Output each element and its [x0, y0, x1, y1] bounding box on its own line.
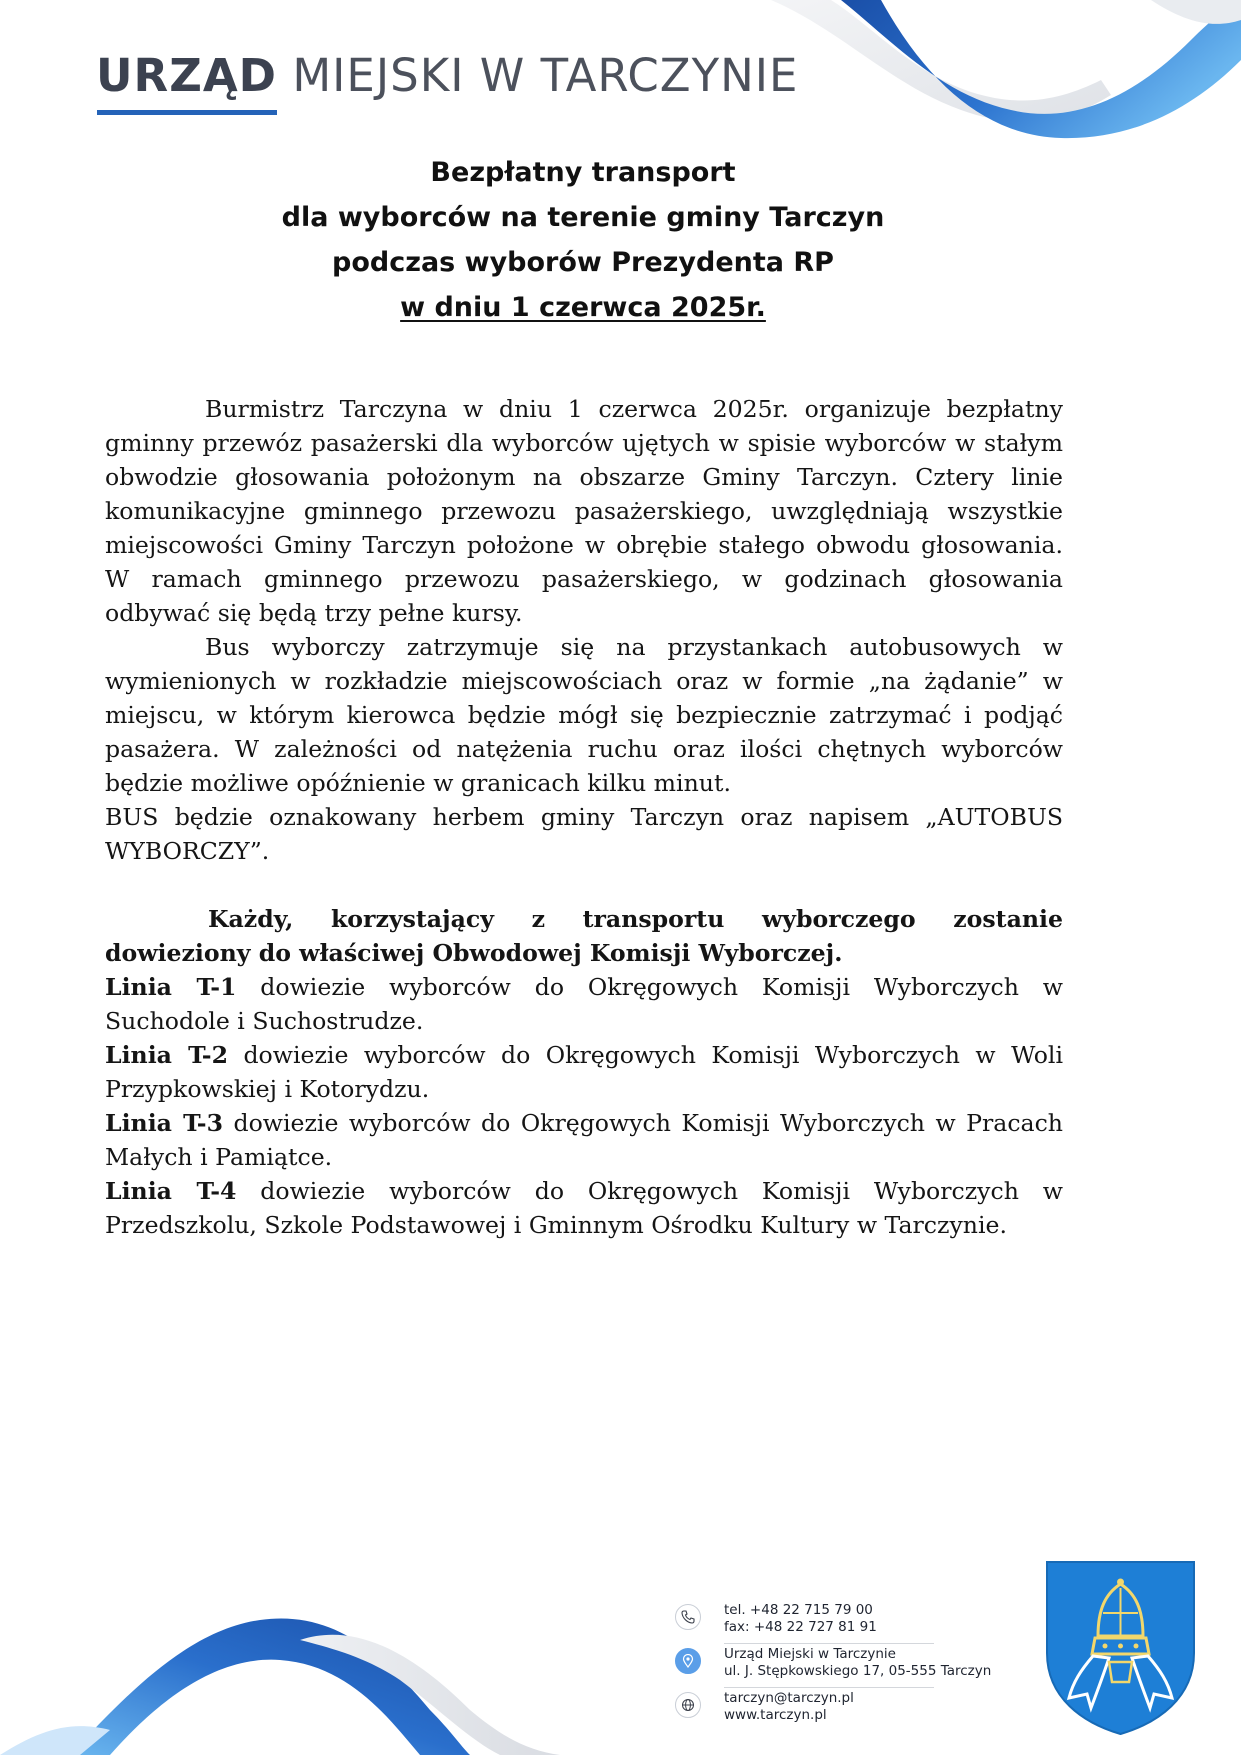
email-link[interactable]: tarczyn@tarczyn.pl — [724, 1690, 854, 1706]
line-text: dowiezie wyborców do Okręgowych Komisji Wyborczych w Suchodole i Suchostrudze. — [105, 973, 1064, 1035]
contact-phone-row — [670, 1602, 991, 1646]
line-label: Linia T-4 — [105, 1177, 237, 1205]
coat-of-arms-emblem — [1043, 1558, 1198, 1738]
fax-text: fax: +48 22 727 81 91 — [724, 1619, 877, 1635]
line-label: Linia T-2 — [105, 1041, 228, 1069]
document-title — [0, 150, 1166, 330]
title-line-2: dla wyborców na terenie gminy Tarczyn — [281, 202, 885, 233]
phone-text: tel. +48 22 715 79 00 — [724, 1602, 873, 1618]
office-logo — [96, 46, 798, 106]
title-line-1: Bezpłatny transport — [430, 157, 736, 188]
paragraph-everyone: Każdy, korzystający z transportu wyborczego zostanie dowieziony do właściwej Obwodowej Komisji Wyborczej. — [105, 905, 1063, 967]
globe-icon — [675, 1692, 701, 1718]
contact-divider — [724, 1643, 934, 1644]
footer-ribbon-decoration — [0, 1580, 560, 1755]
line-text: dowiezie wyborców do Okręgowych Komisji Wyborczych w Pracach Małych i Pamiątce. — [105, 1109, 1064, 1171]
paragraph-gap — [105, 868, 1063, 902]
website-link[interactable]: www.tarczyn.pl — [724, 1707, 827, 1723]
contact-address-row — [670, 1646, 991, 1690]
line-item-t1 — [105, 970, 1063, 1038]
office-name-text: Urząd Miejski w Tarczynie — [724, 1646, 896, 1662]
line-text: dowiezie wyborców do Okręgowych Komisji Wyborczych w Przedszkolu, Szkole Podstawowej i Gminnym Ośrodku Kultury w Tarczynie. — [105, 1177, 1064, 1239]
paragraph-bus-stops: Bus wyborczy zatrzymuje się na przystankach autobusowych w wymienionych w rozkładzie miejscowościach oraz w formie „na żądanie” w miejscu, w którym kierowca będzie mógł się bezpiecznie zatrzymać i podjąć pasażera. W zależności od natężenia ruchu oraz ilości chętnych wyborców będzie możliwe opóźnienie w granicach kilku minut. — [105, 633, 1063, 797]
line-label: Linia T-3 — [105, 1109, 223, 1137]
line-text: dowiezie wyborców do Okręgowych Komisji Wyborczych w Woli Przypkowskiej i Kotorydzu. — [105, 1041, 1064, 1103]
line-item-t3 — [105, 1106, 1063, 1174]
paragraph-bus-marking: BUS będzie oznakowany herbem gminy Tarczyn oraz napisem „AUTOBUS WYBORCZY”. — [105, 803, 1063, 865]
title-line-4: w dniu 1 czerwca 2025r. — [400, 292, 766, 323]
contact-block — [670, 1602, 991, 1734]
paragraph-intro: Burmistrz Tarczyna w dniu 1 czerwca 2025r. organizuje bezpłatny gminny przewóz pasażerski dla wyborców ujętych w spisie wyborców w stałym obwodzie głosowania położonym na obszarze Gminy Tarczyn. Cztery linie komunikacyjne gminnego przewozu pasażerskiego, uwzględniają wszystkie miejscowości Gminy Tarczyn położone w obrębie stałego obwodu głosowania. W ramach gminnego przewozu pasażerskiego, w godzinach głosowania odbywać się będą trzy pełne kursy. — [105, 395, 1063, 627]
phone-icon — [675, 1604, 701, 1630]
title-line-3: podczas wyborów Prezydenta RP — [332, 247, 834, 278]
logo-light-text: MIEJSKI W TARCZYNIE — [292, 49, 799, 102]
contact-divider — [724, 1687, 934, 1688]
header-ribbon-decoration — [771, 0, 1241, 150]
contact-web-row — [670, 1690, 991, 1734]
logo-underline — [97, 110, 277, 115]
line-label: Linia T-1 — [105, 973, 237, 1001]
location-pin-icon — [675, 1648, 701, 1674]
line-item-t2 — [105, 1038, 1063, 1106]
address-text: ul. J. Stępkowskiego 17, 05-555 Tarczyn — [724, 1663, 992, 1679]
document-body — [105, 392, 1063, 1242]
logo-strong-text: URZĄD — [96, 49, 278, 102]
line-item-t4 — [105, 1174, 1063, 1242]
